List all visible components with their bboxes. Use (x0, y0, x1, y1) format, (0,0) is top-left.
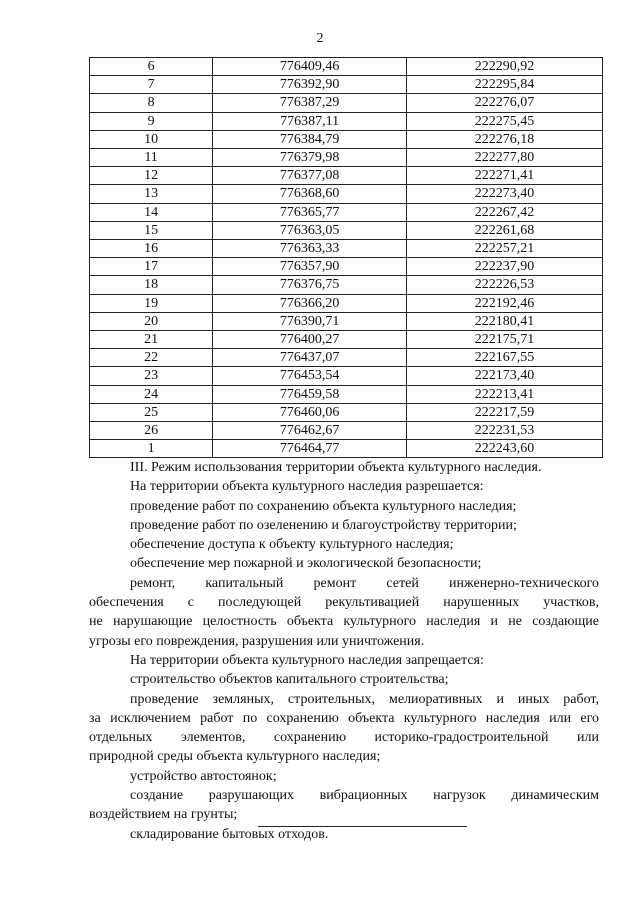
y-coordinate-cell: 222257,21 (407, 240, 603, 258)
x-coordinate-cell: 776437,07 (213, 349, 407, 367)
x-coordinate-cell: 776376,75 (213, 276, 407, 294)
point-number-cell: 10 (90, 130, 213, 148)
y-coordinate-cell: 222217,59 (407, 403, 603, 421)
table-row (90, 422, 603, 440)
x-coordinate-cell: 776366,20 (213, 294, 407, 312)
table-row (90, 221, 603, 239)
x-coordinate-cell: 776379,98 (213, 149, 407, 167)
forbidden-item: устройство автостоянок; (130, 768, 277, 784)
y-coordinate-cell: 222275,45 (407, 112, 603, 130)
point-number-cell: 11 (90, 149, 213, 167)
x-coordinate-cell: 776368,60 (213, 185, 407, 203)
table-row (90, 240, 603, 258)
x-coordinate-cell: 776392,90 (213, 76, 407, 94)
table-row (90, 130, 603, 148)
point-number-cell: 8 (90, 94, 213, 112)
coordinates-table (89, 57, 603, 458)
repair-paragraph-line: обеспечения с последующей рекультивацией нарушенных участков, (89, 595, 599, 611)
x-coordinate-cell: 776390,71 (213, 312, 407, 330)
earthworks-paragraph-line: отдельных элементов, сохранению историко-градостроительной или (89, 730, 599, 746)
allowed-item: обеспечение доступа к объекту культурного наследия; (130, 537, 454, 553)
allowed-item: проведение работ по озеленению и благоустройству территории; (130, 517, 517, 533)
end-divider (258, 826, 467, 827)
table-row (90, 294, 603, 312)
y-coordinate-cell: 222167,55 (407, 349, 603, 367)
point-number-cell: 26 (90, 422, 213, 440)
table-row (90, 349, 603, 367)
table-row (90, 203, 603, 221)
table-row (90, 94, 603, 112)
table-row (90, 440, 603, 458)
y-coordinate-cell: 222277,80 (407, 149, 603, 167)
earthworks-paragraph-line: природной среды объекта культурного наследия; (89, 749, 381, 765)
x-coordinate-cell: 776384,79 (213, 130, 407, 148)
point-number-cell: 1 (90, 440, 213, 458)
vibration-paragraph-line: воздействием на грунты; (89, 807, 238, 823)
repair-paragraph-line: не нарушающие целостность объекта культурного наследия и не создающие (89, 614, 599, 630)
point-number-cell: 18 (90, 276, 213, 294)
point-number-cell: 19 (90, 294, 213, 312)
y-coordinate-cell: 222267,42 (407, 203, 603, 221)
y-coordinate-cell: 222276,07 (407, 94, 603, 112)
y-coordinate-cell: 222237,90 (407, 258, 603, 276)
point-number-cell: 7 (90, 76, 213, 94)
point-number-cell: 16 (90, 240, 213, 258)
point-number-cell: 6 (90, 58, 213, 76)
point-number-cell: 24 (90, 385, 213, 403)
earthworks-paragraph-line: проведение земляных, строительных, мелиоративных и иных работ, (130, 691, 599, 707)
vibration-paragraph-line: создание разрушающих вибрационных нагрузок динамическим (130, 788, 599, 804)
y-coordinate-cell: 222243,60 (407, 440, 603, 458)
x-coordinate-cell: 776387,11 (213, 112, 407, 130)
section-text (89, 458, 599, 844)
table-row (90, 312, 603, 330)
table-row (90, 331, 603, 349)
table-row (90, 112, 603, 130)
table-row (90, 185, 603, 203)
point-number-cell: 14 (90, 203, 213, 221)
x-coordinate-cell: 776357,90 (213, 258, 407, 276)
point-number-cell: 9 (90, 112, 213, 130)
point-number-cell: 25 (90, 403, 213, 421)
x-coordinate-cell: 776363,05 (213, 221, 407, 239)
table-row (90, 276, 603, 294)
y-coordinate-cell: 222226,53 (407, 276, 603, 294)
allowed-item: проведение работ по сохранению объекта культурного наследия; (130, 498, 517, 514)
y-coordinate-cell: 222213,41 (407, 385, 603, 403)
y-coordinate-cell: 222173,40 (407, 367, 603, 385)
point-number-cell: 21 (90, 331, 213, 349)
section-heading: III. Режим использования территории объекта культурного наследия. (130, 460, 542, 475)
y-coordinate-cell: 222271,41 (407, 167, 603, 185)
y-coordinate-cell: 222175,71 (407, 331, 603, 349)
point-number-cell: 15 (90, 221, 213, 239)
y-coordinate-cell: 222295,84 (407, 76, 603, 94)
table-row (90, 385, 603, 403)
page-number: 2 (316, 31, 324, 46)
x-coordinate-cell: 776387,29 (213, 94, 407, 112)
repair-paragraph-line: угрозы его повреждения, разрушения или уничтожения. (89, 633, 425, 649)
table-row (90, 367, 603, 385)
x-coordinate-cell: 776459,58 (213, 385, 407, 403)
table-row (90, 149, 603, 167)
y-coordinate-cell: 222261,68 (407, 221, 603, 239)
x-coordinate-cell: 776400,27 (213, 331, 407, 349)
x-coordinate-cell: 776464,77 (213, 440, 407, 458)
forbidden-item: складирование бытовых отходов. (130, 826, 329, 842)
y-coordinate-cell: 222276,18 (407, 130, 603, 148)
x-coordinate-cell: 776409,46 (213, 58, 407, 76)
table-row (90, 403, 603, 421)
point-number-cell: 12 (90, 167, 213, 185)
y-coordinate-cell: 222180,41 (407, 312, 603, 330)
x-coordinate-cell: 776365,77 (213, 203, 407, 221)
x-coordinate-cell: 776453,54 (213, 367, 407, 385)
table-row (90, 258, 603, 276)
x-coordinate-cell: 776363,33 (213, 240, 407, 258)
forbidden-intro: На территории объекта культурного наследия запрещается: (130, 652, 484, 668)
y-coordinate-cell: 222290,92 (407, 58, 603, 76)
table-row (90, 76, 603, 94)
point-number-cell: 17 (90, 258, 213, 276)
point-number-cell: 20 (90, 312, 213, 330)
point-number-cell: 23 (90, 367, 213, 385)
x-coordinate-cell: 776460,06 (213, 403, 407, 421)
y-coordinate-cell: 222192,46 (407, 294, 603, 312)
table-row (90, 167, 603, 185)
point-number-cell: 13 (90, 185, 213, 203)
table-row (90, 58, 603, 76)
point-number-cell: 22 (90, 349, 213, 367)
forbidden-item: строительство объектов капитального строительства; (130, 672, 449, 688)
x-coordinate-cell: 776377,08 (213, 167, 407, 185)
repair-paragraph-line: ремонт, капитальный ремонт сетей инженерно-технического (130, 575, 599, 591)
earthworks-paragraph-line: за исключением работ по сохранению объекта культурного наследия или его (89, 710, 599, 726)
y-coordinate-cell: 222231,53 (407, 422, 603, 440)
y-coordinate-cell: 222273,40 (407, 185, 603, 203)
allowed-item: обеспечение мер пожарной и экологической безопасности; (130, 556, 482, 572)
allowed-intro: На территории объекта культурного наследия разрешается: (130, 479, 484, 495)
x-coordinate-cell: 776462,67 (213, 422, 407, 440)
